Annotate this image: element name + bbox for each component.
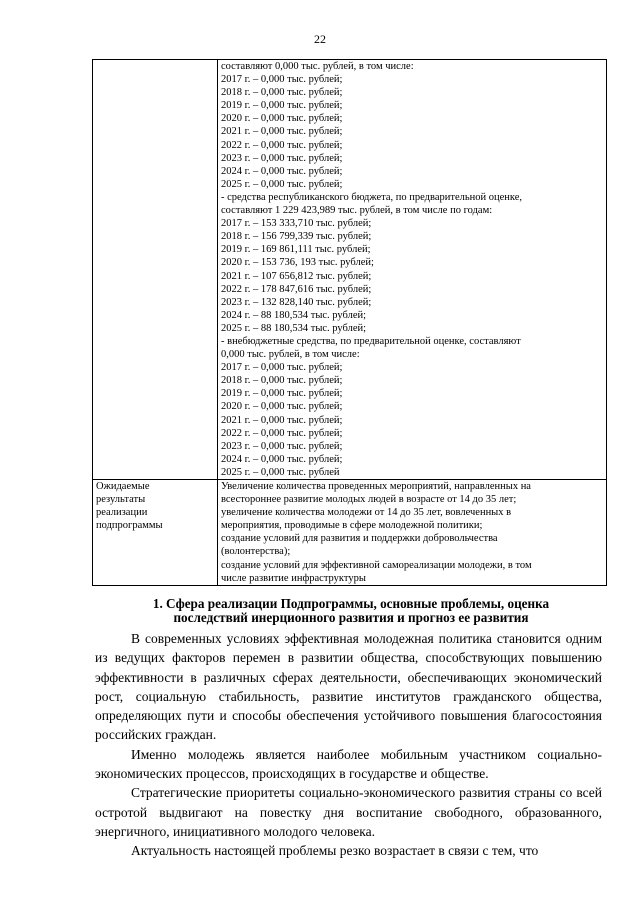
funding-line: 2021 г. – 107 656,812 тыс. рублей; bbox=[221, 270, 372, 282]
results-label-line: реализации bbox=[96, 507, 148, 519]
section-body bbox=[95, 629, 602, 861]
funding-line: 2025 г. – 0,000 тыс. рублей bbox=[221, 466, 340, 478]
result-line: увеличение количества молодежи от 14 до 35 лет, вовлеченных в bbox=[221, 507, 512, 519]
funding-line: 2022 г. – 178 847,616 тыс. рублей; bbox=[221, 283, 372, 295]
section-heading bbox=[95, 597, 607, 625]
funding-line: 2023 г. – 0,000 тыс. рублей; bbox=[221, 152, 343, 164]
paragraph: В современных условиях эффективная молодежная политика становится одним из ведущих факторов перемен в развитии общества, способствующих повышению эффективности в различных сферах деятельности, обеспечивающих экономический рост, социальную стабильность, развитие институтов гражданского общества, определяющих пути и способы обеспечения устойчивого повышения благосостояния российских граждан. bbox=[95, 631, 602, 743]
result-line: мероприятия, проводимые в сфере молодежной политики; bbox=[221, 520, 483, 532]
result-line: всестороннее развитие молодых людей в возрасте от 14 до 35 лет; bbox=[221, 494, 517, 506]
funding-line: 2019 г. – 0,000 тыс. рублей; bbox=[221, 388, 343, 400]
funding-line: 2020 г. – 0,000 тыс. рублей; bbox=[221, 113, 343, 125]
funding-cell bbox=[218, 60, 607, 480]
funding-line: 2022 г. – 0,000 тыс. рублей; bbox=[221, 139, 343, 151]
funding-line: 2023 г. – 0,000 тыс. рублей; bbox=[221, 440, 343, 452]
funding-line: 2020 г. – 0,000 тыс. рублей; bbox=[221, 401, 343, 413]
result-line: числе развитие инфраструктуры bbox=[221, 572, 366, 584]
funding-label-cell bbox=[93, 60, 218, 480]
funding-lines bbox=[221, 60, 603, 479]
funding-line: 2021 г. – 0,000 тыс. рублей; bbox=[221, 414, 343, 426]
results-cell bbox=[218, 480, 607, 586]
funding-line: 2017 г. – 0,000 тыс. рублей; bbox=[221, 362, 343, 374]
page-number: 22 bbox=[314, 32, 326, 46]
passport-table bbox=[92, 59, 607, 586]
funding-line: 2023 г. – 132 828,140 тыс. рублей; bbox=[221, 296, 372, 308]
section-heading-line-2: последствий инерционного развития и прогноз ее развития bbox=[173, 610, 529, 625]
funding-line: 2019 г. – 169 861,111 тыс. рублей; bbox=[221, 244, 371, 256]
funding-line: 2024 г. – 88 180,534 тыс. рублей; bbox=[221, 309, 367, 321]
table-row-results bbox=[93, 480, 607, 586]
results-label bbox=[96, 480, 214, 532]
result-line: создание условий для эффективной самореализации молодежи, в том bbox=[221, 559, 532, 571]
table-row-funding bbox=[93, 60, 607, 480]
funding-line: 2018 г. – 0,000 тыс. рублей; bbox=[221, 87, 343, 99]
funding-line: 2020 г. – 153 736, 193 тыс. рублей; bbox=[221, 257, 374, 269]
result-line: (волонтерства); bbox=[221, 546, 291, 558]
results-lines bbox=[221, 480, 603, 585]
results-label-line: Ожидаемые bbox=[96, 481, 150, 492]
funding-line: 2024 г. – 0,000 тыс. рублей; bbox=[221, 453, 343, 465]
funding-line: 2019 г. – 0,000 тыс. рублей; bbox=[221, 100, 343, 112]
funding-line: 2025 г. – 88 180,534 тыс. рублей; bbox=[221, 322, 367, 334]
funding-line: 2024 г. – 0,000 тыс. рублей; bbox=[221, 165, 343, 177]
funding-line: - средства республиканского бюджета, по предварительной оценке, bbox=[221, 191, 523, 203]
results-label-cell bbox=[93, 480, 218, 586]
paragraph: Актуальность настоящей проблемы резко возрастает в связи с тем, что bbox=[131, 843, 539, 859]
funding-line: составляют 1 229 423,989 тыс. рублей, в том числе по годам: bbox=[221, 205, 493, 217]
paragraph: Именно молодежь является наиболее мобильным участником социально-экономических процессов, происходящих в государстве и обществе. bbox=[95, 746, 602, 782]
funding-line: 2018 г. – 0,000 тыс. рублей; bbox=[221, 375, 343, 387]
funding-line: 2021 г. – 0,000 тыс. рублей; bbox=[221, 126, 343, 138]
funding-line: составляют 0,000 тыс. рублей, в том числе: bbox=[221, 61, 414, 72]
paragraph: Стратегические приоритеты социально-экономического развития страны со всей остротой выдвигают на повестку дня воспитание свободного, образованного, энергичного, инициативного молодого человека. bbox=[95, 785, 602, 839]
result-line: Увеличение количества проведенных мероприятий, направленных на bbox=[221, 481, 531, 492]
funding-line: 2017 г. – 0,000 тыс. рублей; bbox=[221, 74, 343, 86]
funding-line: - внебюджетные средства, по предварительной оценке, составляют bbox=[221, 335, 521, 347]
funding-line: 2025 г. – 0,000 тыс. рублей; bbox=[221, 178, 343, 190]
section-heading-line-1: 1. Сфера реализации Подпрограммы, основные проблемы, оценка bbox=[152, 596, 550, 611]
results-label-line: подпрограммы bbox=[96, 520, 163, 532]
funding-line: 2018 г. – 156 799,339 тыс. рублей; bbox=[221, 231, 372, 243]
funding-line: 0,000 тыс. рублей, в том числе: bbox=[221, 349, 360, 361]
results-label-line: результаты bbox=[96, 494, 146, 506]
result-line: создание условий для развития и поддержки добровольчества bbox=[221, 533, 498, 545]
funding-line: 2022 г. – 0,000 тыс. рублей; bbox=[221, 427, 343, 439]
funding-line: 2017 г. – 153 333,710 тыс. рублей; bbox=[221, 218, 372, 230]
